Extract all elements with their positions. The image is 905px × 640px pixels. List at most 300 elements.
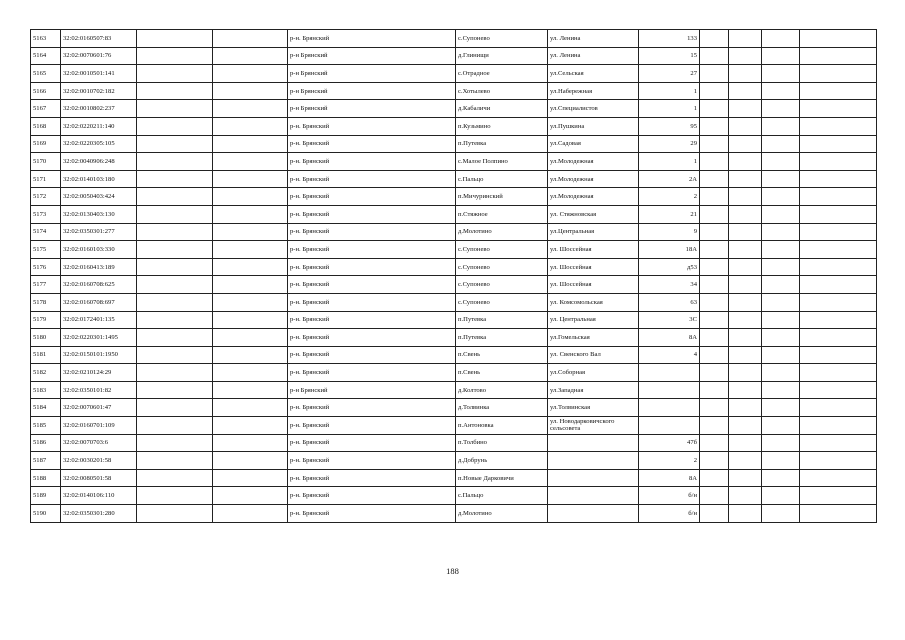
empty-cell: [137, 100, 213, 118]
empty-cell: [729, 346, 762, 364]
street-cell: [548, 469, 639, 487]
row-id-cell: 5181: [31, 346, 61, 364]
cadastral-number-cell: 32:02:0040906:248: [61, 153, 137, 171]
empty-cell: [762, 487, 800, 505]
empty-cell: [729, 258, 762, 276]
locality-cell: п.Антоновка: [456, 417, 548, 435]
empty-cell: [729, 135, 762, 153]
house-number-cell: 21: [639, 205, 700, 223]
empty-cell: [213, 135, 288, 153]
street-cell: ул.Центральная: [548, 223, 639, 241]
row-id-cell: 5176: [31, 258, 61, 276]
cadastral-number-cell: 32:02:0350301:277: [61, 223, 137, 241]
empty-cell: [762, 469, 800, 487]
empty-cell: [800, 346, 877, 364]
district-cell: р-н. Брянский: [288, 223, 456, 241]
street-cell: ул.Садовая: [548, 135, 639, 153]
empty-cell: [213, 30, 288, 48]
street-cell: [548, 505, 639, 523]
house-number-cell: д53: [639, 258, 700, 276]
empty-cell: [800, 30, 877, 48]
district-cell: р-н. Брянский: [288, 30, 456, 48]
house-number-cell: 2: [639, 188, 700, 206]
cadastral-number-cell: 32:02:0350301:280: [61, 505, 137, 523]
empty-cell: [762, 188, 800, 206]
empty-cell: [800, 329, 877, 347]
cadastral-number-cell: 32:02:0160103:330: [61, 241, 137, 259]
empty-cell: [729, 223, 762, 241]
locality-cell: с.Пальцо: [456, 170, 548, 188]
row-id-cell: 5182: [31, 364, 61, 382]
empty-cell: [213, 223, 288, 241]
empty-cell: [762, 364, 800, 382]
table-row: [31, 82, 877, 100]
empty-cell: [729, 487, 762, 505]
district-cell: р-н. Брянский: [288, 276, 456, 294]
registry-rows: [31, 30, 877, 523]
house-number-cell: 8А: [639, 469, 700, 487]
house-number-cell: [639, 399, 700, 417]
empty-cell: [213, 434, 288, 452]
locality-cell: с.Хотылево: [456, 82, 548, 100]
cadastral-number-cell: 32:02:0160708:625: [61, 276, 137, 294]
empty-cell: [213, 452, 288, 470]
house-number-cell: 1: [639, 82, 700, 100]
empty-cell: [213, 381, 288, 399]
table-row: [31, 276, 877, 294]
empty-cell: [700, 469, 729, 487]
house-number-cell: 1: [639, 153, 700, 171]
row-id-cell: 5163: [31, 30, 61, 48]
empty-cell: [213, 170, 288, 188]
street-cell: ул.Молодежная: [548, 170, 639, 188]
empty-cell: [137, 399, 213, 417]
empty-cell: [137, 258, 213, 276]
district-cell: р-н Брянский: [288, 65, 456, 83]
page-number: 188: [446, 566, 459, 576]
cadastral-number-cell: 32:02:0150101:1950: [61, 346, 137, 364]
empty-cell: [729, 100, 762, 118]
street-cell: ул.Западная: [548, 381, 639, 399]
empty-cell: [137, 381, 213, 399]
district-cell: р-н. Брянский: [288, 311, 456, 329]
street-cell: ул.Соборная: [548, 364, 639, 382]
locality-cell: с.Супонево: [456, 293, 548, 311]
district-cell: р-н. Брянский: [288, 293, 456, 311]
house-number-cell: 2А: [639, 170, 700, 188]
empty-cell: [762, 135, 800, 153]
empty-cell: [700, 188, 729, 206]
empty-cell: [800, 153, 877, 171]
empty-cell: [762, 276, 800, 294]
locality-cell: д.Кабаличи: [456, 100, 548, 118]
table-row: [31, 47, 877, 65]
district-cell: р-н. Брянский: [288, 346, 456, 364]
locality-cell: д.Молотино: [456, 505, 548, 523]
empty-cell: [213, 117, 288, 135]
street-cell: ул.Толвинская: [548, 399, 639, 417]
cadastral-number-cell: 32:02:0130403:130: [61, 205, 137, 223]
row-id-cell: 5169: [31, 135, 61, 153]
empty-cell: [762, 65, 800, 83]
cadastral-number-cell: 32:02:0010501:141: [61, 65, 137, 83]
locality-cell: д.Молотино: [456, 223, 548, 241]
empty-cell: [800, 258, 877, 276]
district-cell: р-н. Брянский: [288, 117, 456, 135]
empty-cell: [729, 329, 762, 347]
empty-cell: [800, 452, 877, 470]
street-cell: ул. Ленина: [548, 47, 639, 65]
empty-cell: [800, 381, 877, 399]
empty-cell: [137, 241, 213, 259]
row-id-cell: 5167: [31, 100, 61, 118]
locality-cell: с.Супонево: [456, 241, 548, 259]
empty-cell: [729, 417, 762, 435]
cadastral-number-cell: 32:02:0010802:237: [61, 100, 137, 118]
empty-cell: [729, 47, 762, 65]
empty-cell: [700, 117, 729, 135]
empty-cell: [213, 364, 288, 382]
empty-cell: [700, 65, 729, 83]
empty-cell: [137, 153, 213, 171]
locality-cell: с.Малое Полпино: [456, 153, 548, 171]
empty-cell: [762, 82, 800, 100]
empty-cell: [213, 47, 288, 65]
empty-cell: [729, 399, 762, 417]
empty-cell: [700, 452, 729, 470]
empty-cell: [700, 434, 729, 452]
street-cell: ул.Пушкина: [548, 117, 639, 135]
house-number-cell: 15: [639, 47, 700, 65]
street-cell: ул. Шоссейная: [548, 276, 639, 294]
empty-cell: [213, 100, 288, 118]
empty-cell: [137, 117, 213, 135]
empty-cell: [762, 505, 800, 523]
row-id-cell: 5185: [31, 417, 61, 435]
empty-cell: [762, 381, 800, 399]
empty-cell: [213, 82, 288, 100]
cadastral-number-cell: 32:02:0070601:47: [61, 399, 137, 417]
house-number-cell: 133: [639, 30, 700, 48]
house-number-cell: 95: [639, 117, 700, 135]
cadastral-number-cell: 32:02:0160507:83: [61, 30, 137, 48]
cadastral-number-cell: 32:02:0220305:105: [61, 135, 137, 153]
empty-cell: [137, 293, 213, 311]
table-row: [31, 487, 877, 505]
house-number-cell: 3С: [639, 311, 700, 329]
empty-cell: [213, 417, 288, 435]
house-number-cell: [639, 364, 700, 382]
locality-cell: п.Толбино: [456, 434, 548, 452]
empty-cell: [800, 82, 877, 100]
empty-cell: [700, 311, 729, 329]
street-cell: ул. Ленина: [548, 30, 639, 48]
empty-cell: [137, 417, 213, 435]
house-number-cell: 63: [639, 293, 700, 311]
empty-cell: [700, 381, 729, 399]
table-row: [31, 311, 877, 329]
empty-cell: [800, 205, 877, 223]
house-number-cell: 2: [639, 452, 700, 470]
empty-cell: [729, 153, 762, 171]
empty-cell: [729, 82, 762, 100]
empty-cell: [800, 135, 877, 153]
empty-cell: [213, 487, 288, 505]
empty-cell: [700, 100, 729, 118]
empty-cell: [762, 399, 800, 417]
empty-cell: [213, 258, 288, 276]
house-number-cell: [639, 417, 700, 435]
district-cell: р-н Брянский: [288, 100, 456, 118]
empty-cell: [729, 469, 762, 487]
locality-cell: п.Свень: [456, 346, 548, 364]
row-id-cell: 5168: [31, 117, 61, 135]
table-row: [31, 100, 877, 118]
cadastral-number-cell: 32:02:0070703:6: [61, 434, 137, 452]
empty-cell: [137, 452, 213, 470]
locality-cell: п.Свень: [456, 364, 548, 382]
district-cell: р-н. Брянский: [288, 364, 456, 382]
row-id-cell: 5173: [31, 205, 61, 223]
empty-cell: [137, 487, 213, 505]
empty-cell: [137, 329, 213, 347]
empty-cell: [800, 223, 877, 241]
empty-cell: [800, 311, 877, 329]
cadastral-number-cell: 32:02:0220211:140: [61, 117, 137, 135]
empty-cell: [762, 329, 800, 347]
row-id-cell: 5174: [31, 223, 61, 241]
empty-cell: [213, 346, 288, 364]
row-id-cell: 5189: [31, 487, 61, 505]
locality-cell: д.Колтово: [456, 381, 548, 399]
table-row: [31, 293, 877, 311]
cadastral-number-cell: 32:02:0080501:58: [61, 469, 137, 487]
district-cell: р-н Брянский: [288, 82, 456, 100]
table-row: [31, 417, 877, 435]
empty-cell: [700, 170, 729, 188]
empty-cell: [700, 487, 729, 505]
empty-cell: [213, 505, 288, 523]
empty-cell: [762, 47, 800, 65]
empty-cell: [800, 364, 877, 382]
table-row: [31, 346, 877, 364]
empty-cell: [729, 452, 762, 470]
house-number-cell: 8А: [639, 329, 700, 347]
empty-cell: [762, 30, 800, 48]
street-cell: ул.Специалистов: [548, 100, 639, 118]
house-number-cell: б/н: [639, 487, 700, 505]
cadastral-number-cell: 32:02:0070601:76: [61, 47, 137, 65]
empty-cell: [137, 30, 213, 48]
empty-cell: [762, 205, 800, 223]
empty-cell: [700, 241, 729, 259]
empty-cell: [800, 100, 877, 118]
empty-cell: [762, 170, 800, 188]
district-cell: р-н. Брянский: [288, 469, 456, 487]
empty-cell: [762, 293, 800, 311]
street-cell: ул. Комсомольская: [548, 293, 639, 311]
district-cell: р-н. Брянский: [288, 135, 456, 153]
cadastral-number-cell: 32:02:0172401:135: [61, 311, 137, 329]
table-row: [31, 399, 877, 417]
locality-cell: п.Кузьмино: [456, 117, 548, 135]
house-number-cell: б/н: [639, 505, 700, 523]
empty-cell: [700, 135, 729, 153]
row-id-cell: 5186: [31, 434, 61, 452]
empty-cell: [800, 117, 877, 135]
row-id-cell: 5164: [31, 47, 61, 65]
empty-cell: [800, 170, 877, 188]
house-number-cell: 29: [639, 135, 700, 153]
district-cell: р-н. Брянский: [288, 170, 456, 188]
empty-cell: [137, 505, 213, 523]
district-cell: р-н. Брянский: [288, 205, 456, 223]
cadastral-number-cell: 32:02:0140106:110: [61, 487, 137, 505]
table-row: [31, 364, 877, 382]
district-cell: р-н. Брянский: [288, 329, 456, 347]
house-number-cell: [639, 381, 700, 399]
empty-cell: [137, 188, 213, 206]
empty-cell: [762, 241, 800, 259]
table-row: [31, 258, 877, 276]
empty-cell: [137, 434, 213, 452]
empty-cell: [800, 505, 877, 523]
table-row: [31, 205, 877, 223]
district-cell: р-н. Брянский: [288, 417, 456, 435]
table-row: [31, 329, 877, 347]
empty-cell: [700, 346, 729, 364]
row-id-cell: 5172: [31, 188, 61, 206]
empty-cell: [762, 434, 800, 452]
property-registry-table: [30, 29, 877, 523]
row-id-cell: 5187: [31, 452, 61, 470]
empty-cell: [762, 452, 800, 470]
empty-cell: [729, 434, 762, 452]
row-id-cell: 5175: [31, 241, 61, 259]
empty-cell: [800, 188, 877, 206]
empty-cell: [213, 469, 288, 487]
empty-cell: [700, 276, 729, 294]
house-number-cell: 9: [639, 223, 700, 241]
table-row: [31, 30, 877, 48]
district-cell: р-н. Брянский: [288, 505, 456, 523]
empty-cell: [729, 505, 762, 523]
cadastral-number-cell: 32:02:0350101:82: [61, 381, 137, 399]
street-cell: [548, 487, 639, 505]
empty-cell: [729, 311, 762, 329]
empty-cell: [800, 47, 877, 65]
locality-cell: п.Путевка: [456, 311, 548, 329]
empty-cell: [137, 205, 213, 223]
street-cell: ул.Сельская: [548, 65, 639, 83]
locality-cell: с.Супонево: [456, 276, 548, 294]
street-cell: ул.Гомельская: [548, 329, 639, 347]
street-cell: ул. Шоссейная: [548, 241, 639, 259]
empty-cell: [762, 417, 800, 435]
empty-cell: [137, 346, 213, 364]
table-row: [31, 469, 877, 487]
empty-cell: [762, 100, 800, 118]
table-row: [31, 452, 877, 470]
empty-cell: [700, 329, 729, 347]
house-number-cell: 27: [639, 65, 700, 83]
house-number-cell: 1: [639, 100, 700, 118]
street-cell: ул.Набережная: [548, 82, 639, 100]
row-id-cell: 5188: [31, 469, 61, 487]
table-row: [31, 505, 877, 523]
empty-cell: [729, 65, 762, 83]
locality-cell: п.Путевка: [456, 329, 548, 347]
empty-cell: [137, 65, 213, 83]
empty-cell: [729, 170, 762, 188]
empty-cell: [213, 276, 288, 294]
empty-cell: [137, 170, 213, 188]
row-id-cell: 5165: [31, 65, 61, 83]
empty-cell: [700, 30, 729, 48]
street-cell: [548, 452, 639, 470]
cadastral-number-cell: 32:02:0210124:29: [61, 364, 137, 382]
table-row: [31, 65, 877, 83]
locality-cell: с.Отрадное: [456, 65, 548, 83]
empty-cell: [213, 293, 288, 311]
row-id-cell: 5180: [31, 329, 61, 347]
empty-cell: [213, 399, 288, 417]
empty-cell: [137, 276, 213, 294]
empty-cell: [700, 223, 729, 241]
locality-cell: д.Толвинка: [456, 399, 548, 417]
district-cell: р-н. Брянский: [288, 399, 456, 417]
row-id-cell: 5179: [31, 311, 61, 329]
row-id-cell: 5177: [31, 276, 61, 294]
empty-cell: [800, 65, 877, 83]
empty-cell: [800, 417, 877, 435]
table-row: [31, 188, 877, 206]
empty-cell: [762, 258, 800, 276]
street-cell: [548, 434, 639, 452]
empty-cell: [700, 505, 729, 523]
district-cell: р-н. Брянский: [288, 434, 456, 452]
district-cell: р-н. Брянский: [288, 258, 456, 276]
street-cell: ул. Центральная: [548, 311, 639, 329]
empty-cell: [137, 135, 213, 153]
cadastral-number-cell: 32:02:0160701:109: [61, 417, 137, 435]
empty-cell: [729, 293, 762, 311]
empty-cell: [800, 399, 877, 417]
empty-cell: [700, 47, 729, 65]
cadastral-number-cell: 32:02:0050403:424: [61, 188, 137, 206]
table-row: [31, 434, 877, 452]
empty-cell: [729, 30, 762, 48]
street-cell: ул.Молодежная: [548, 188, 639, 206]
row-id-cell: 5178: [31, 293, 61, 311]
locality-cell: с.Супонево: [456, 30, 548, 48]
empty-cell: [800, 469, 877, 487]
cadastral-number-cell: 32:02:0160708:697: [61, 293, 137, 311]
street-cell: ул. Стяжновская: [548, 205, 639, 223]
district-cell: р-н Брянский: [288, 47, 456, 65]
empty-cell: [762, 153, 800, 171]
empty-cell: [213, 241, 288, 259]
house-number-cell: 34: [639, 276, 700, 294]
table-row: [31, 117, 877, 135]
row-id-cell: 5190: [31, 505, 61, 523]
empty-cell: [800, 293, 877, 311]
table-row: [31, 170, 877, 188]
row-id-cell: 5171: [31, 170, 61, 188]
empty-cell: [762, 223, 800, 241]
empty-cell: [213, 311, 288, 329]
empty-cell: [762, 311, 800, 329]
